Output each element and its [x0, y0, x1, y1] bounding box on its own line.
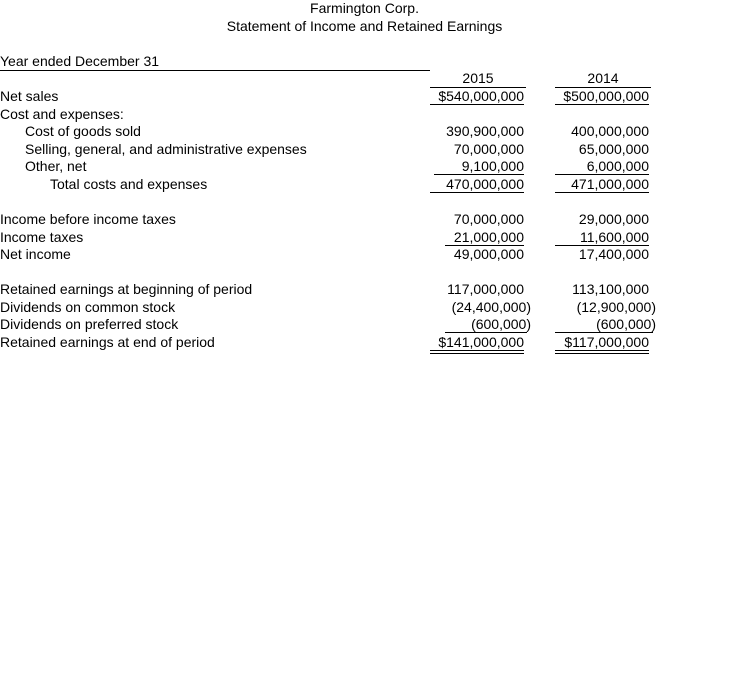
- row-label-cost-and-expenses: Cost and expenses:: [0, 106, 124, 122]
- value-total-costs-2014: 471,000,000: [571, 176, 649, 192]
- row-label-net-sales: Net sales: [0, 88, 59, 104]
- value-net-sales-2015: $540,000,000: [438, 88, 524, 104]
- div-preferred-underline-2014: [555, 332, 653, 333]
- value-income-before-tax-2014: 29,000,000: [578, 211, 649, 227]
- value-cogs-2014: 400,000,000: [571, 123, 649, 139]
- row-label-sga: Selling, general, and administrative expenses: [25, 141, 307, 157]
- row-label-re-end: Retained earnings at end of period: [0, 334, 215, 350]
- value-cogs-2015: 390,900,000: [446, 123, 524, 139]
- value-net-income-2014: 17,400,000: [578, 246, 649, 262]
- row-label-re-begin: Retained earnings at beginning of period: [0, 281, 253, 297]
- total-costs-underline-2014: [555, 192, 649, 193]
- re-end-double-underline-2014: [555, 350, 649, 354]
- value-net-income-2015: 49,000,000: [453, 246, 524, 262]
- period-label: Year ended December 31: [0, 53, 430, 71]
- value-sga-2015: 70,000,000: [453, 141, 524, 157]
- value-sga-2014: 65,000,000: [578, 141, 649, 157]
- row-label-div-preferred: Dividends on preferred stock: [0, 316, 179, 332]
- value-div-preferred-2014: (600,000): [596, 316, 656, 332]
- row-label-net-income: Net income: [0, 246, 71, 262]
- total-costs-underline-2015: [430, 192, 524, 193]
- value-div-preferred-2015: (600,000): [471, 316, 531, 332]
- value-re-begin-2014: 113,100,000: [572, 281, 649, 297]
- net-sales-underline-2015: [430, 104, 524, 105]
- company-name: Farmington Corp.: [310, 0, 419, 16]
- value-income-before-tax-2015: 70,000,000: [453, 211, 524, 227]
- other-underline-2014: [555, 174, 649, 175]
- statement-title: Statement of Income and Retained Earnings: [226, 18, 503, 34]
- row-label-cogs: Cost of goods sold: [25, 123, 141, 139]
- value-re-end-2014: $117,000,000: [564, 334, 649, 350]
- value-div-common-2014: (12,900,000): [576, 299, 656, 315]
- value-income-taxes-2014: 11,600,000: [579, 229, 649, 245]
- value-re-end-2015: $141,000,000: [438, 334, 524, 350]
- row-label-income-taxes: Income taxes: [0, 229, 84, 245]
- value-other-2015: 9,100,000: [461, 158, 524, 174]
- other-underline-2015: [434, 174, 524, 175]
- net-sales-underline-2014: [555, 104, 649, 105]
- re-end-double-underline-2015: [430, 350, 524, 354]
- column-header-2014: 2014: [555, 70, 651, 88]
- value-total-costs-2015: 470,000,000: [446, 176, 524, 192]
- value-re-begin-2015: 117,000,000: [447, 281, 524, 297]
- column-header-2015: 2015: [430, 70, 526, 88]
- row-label-div-common: Dividends on common stock: [0, 299, 176, 315]
- value-div-common-2015: (24,400,000): [451, 299, 531, 315]
- row-label-income-before-tax: Income before income taxes: [0, 211, 176, 227]
- div-preferred-underline-2015: [445, 332, 527, 333]
- value-income-taxes-2015: 21,000,000: [453, 229, 524, 245]
- row-label-total-costs: Total costs and expenses: [50, 176, 208, 192]
- value-other-2014: 6,000,000: [586, 158, 649, 174]
- row-label-other: Other, net: [25, 158, 87, 174]
- value-net-sales-2014: $500,000,000: [563, 88, 649, 104]
